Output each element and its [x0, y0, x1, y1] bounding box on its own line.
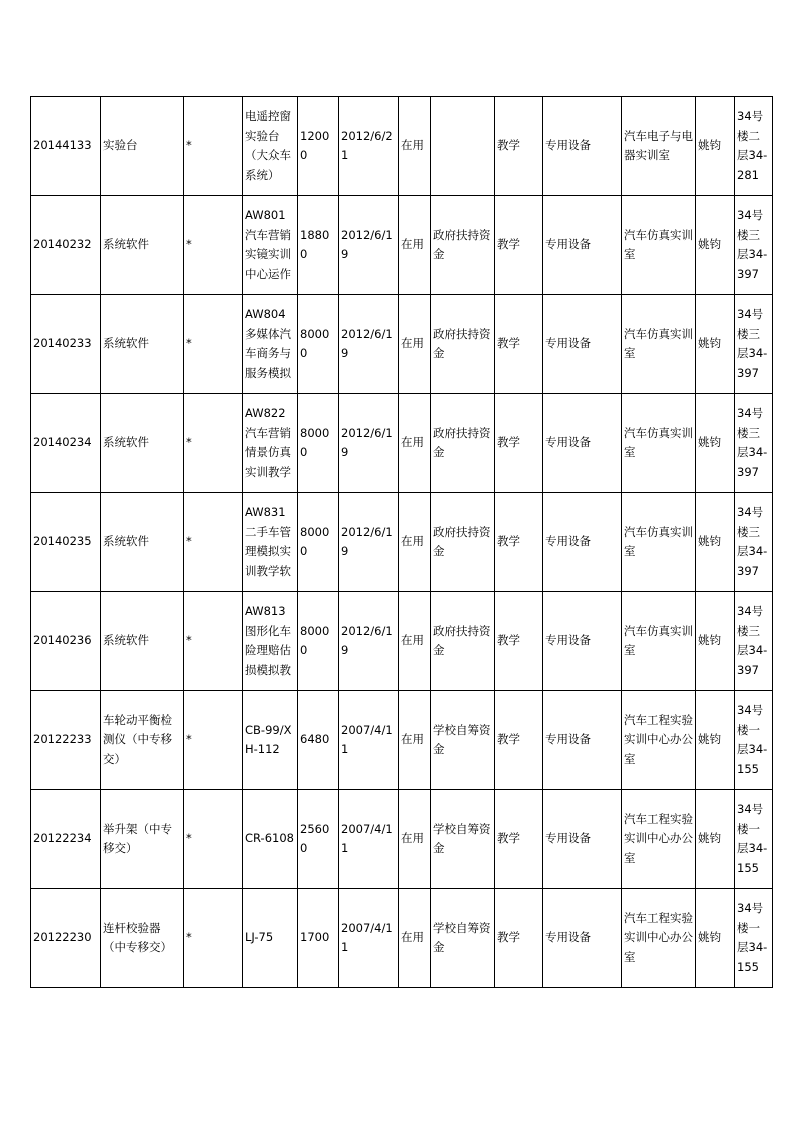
table-row	[31, 889, 773, 988]
date-cell: 2012/6/19	[339, 295, 399, 394]
room-cell: 汽车仿真实训室	[622, 493, 696, 592]
model-cell	[243, 592, 298, 691]
price-cell: 80000	[298, 295, 339, 394]
model-text: AW813图形化车险理赔估损模拟教	[245, 604, 291, 677]
model-cell	[243, 493, 298, 592]
model-cell	[243, 196, 298, 295]
table-row	[31, 394, 773, 493]
asset-name-cell: 系统软件	[101, 493, 184, 592]
model-text: AW801汽车营销实镜实训中心运作	[245, 208, 291, 281]
mark-cell: *	[184, 295, 243, 394]
category-cell: 专用设备	[543, 592, 622, 691]
mark-cell: *	[184, 97, 243, 196]
usage-cell: 教学	[495, 790, 543, 889]
asset-name-cell: 举升架（中专移交）	[101, 790, 184, 889]
room-cell: 汽车工程实验实训中心办公室	[622, 790, 696, 889]
category-cell: 专用设备	[543, 196, 622, 295]
mark-cell: *	[184, 196, 243, 295]
table-row	[31, 196, 773, 295]
mark-cell: *	[184, 592, 243, 691]
model-cell	[243, 394, 298, 493]
status-cell: 在用	[399, 394, 431, 493]
keeper-cell: 姚钧	[696, 790, 735, 889]
asset-id-cell: 20140234	[31, 394, 101, 493]
date-cell: 2007/4/11	[339, 691, 399, 790]
location-cell: 34号楼一层34-155	[735, 889, 773, 988]
price-cell: 6480	[298, 691, 339, 790]
category-cell: 专用设备	[543, 889, 622, 988]
fund-source-cell: 政府扶持资金	[431, 592, 495, 691]
keeper-cell: 姚钧	[696, 691, 735, 790]
fund-source-cell: 学校自筹资金	[431, 889, 495, 988]
fund-source-cell: 政府扶持资金	[431, 493, 495, 592]
price-cell: 25600	[298, 790, 339, 889]
room-cell: 汽车工程实验实训中心办公室	[622, 889, 696, 988]
date-cell: 2007/4/11	[339, 889, 399, 988]
keeper-cell: 姚钧	[696, 493, 735, 592]
asset-id-cell: 20140236	[31, 592, 101, 691]
model-cell	[243, 790, 298, 889]
category-cell: 专用设备	[543, 493, 622, 592]
asset-id-cell: 20122233	[31, 691, 101, 790]
date-cell: 2012/6/19	[339, 592, 399, 691]
model-cell	[243, 889, 298, 988]
model-cell	[243, 691, 298, 790]
table-row	[31, 493, 773, 592]
fund-source-cell: 政府扶持资金	[431, 196, 495, 295]
fund-source-cell: 政府扶持资金	[431, 394, 495, 493]
location-cell: 34号楼三层34-397	[735, 295, 773, 394]
mark-cell: *	[184, 691, 243, 790]
model-text: 电遥控窗实验台（大众车系统）	[245, 109, 291, 182]
mark-cell: *	[184, 889, 243, 988]
room-cell: 汽车仿真实训室	[622, 394, 696, 493]
status-cell: 在用	[399, 493, 431, 592]
room-cell: 汽车电子与电器实训室	[622, 97, 696, 196]
date-cell: 2007/4/11	[339, 790, 399, 889]
location-cell: 34号楼一层34-155	[735, 691, 773, 790]
date-cell: 2012/6/19	[339, 196, 399, 295]
model-cell	[243, 295, 298, 394]
location-cell: 34号楼一层34-155	[735, 790, 773, 889]
location-cell: 34号楼二层34-281	[735, 97, 773, 196]
asset-id-cell: 20144133	[31, 97, 101, 196]
status-cell: 在用	[399, 790, 431, 889]
model-text: CB-99/XH-112	[245, 722, 292, 756]
category-cell: 专用设备	[543, 394, 622, 493]
fund-source-cell: 学校自筹资金	[431, 691, 495, 790]
location-cell: 34号楼三层34-397	[735, 493, 773, 592]
asset-name-cell: 系统软件	[101, 196, 184, 295]
table-row	[31, 97, 773, 196]
location-cell: 34号楼三层34-397	[735, 394, 773, 493]
asset-name-cell: 连杆校验器（中专移交）	[101, 889, 184, 988]
status-cell: 在用	[399, 889, 431, 988]
usage-cell: 教学	[495, 592, 543, 691]
table-row	[31, 790, 773, 889]
price-cell: 18800	[298, 196, 339, 295]
fund-source-cell	[431, 97, 495, 196]
fund-source-cell: 学校自筹资金	[431, 790, 495, 889]
keeper-cell: 姚钧	[696, 394, 735, 493]
asset-id-cell: 20140232	[31, 196, 101, 295]
status-cell: 在用	[399, 592, 431, 691]
location-cell: 34号楼三层34-397	[735, 196, 773, 295]
usage-cell: 教学	[495, 394, 543, 493]
table-row	[31, 691, 773, 790]
category-cell: 专用设备	[543, 97, 622, 196]
date-cell: 2012/6/21	[339, 97, 399, 196]
asset-id-cell: 20122234	[31, 790, 101, 889]
usage-cell: 教学	[495, 97, 543, 196]
keeper-cell: 姚钧	[696, 196, 735, 295]
asset-name-cell: 车轮动平衡检测仪（中专移交）	[101, 691, 184, 790]
model-text: LJ-75	[245, 930, 274, 945]
usage-cell: 教学	[495, 295, 543, 394]
price-cell: 80000	[298, 394, 339, 493]
asset-table	[30, 96, 773, 988]
asset-id-cell: 20140233	[31, 295, 101, 394]
keeper-cell: 姚钧	[696, 295, 735, 394]
model-text: AW831二手车管理模拟实训教学软	[245, 505, 291, 578]
price-cell: 1700	[298, 889, 339, 988]
model-text: AW804多媒体汽车商务与服务模拟	[245, 307, 291, 380]
mark-cell: *	[184, 790, 243, 889]
usage-cell: 教学	[495, 196, 543, 295]
model-text: CR-6108	[245, 831, 294, 846]
model-text: AW822汽车营销情景仿真实训教学	[245, 406, 291, 479]
asset-name-cell: 系统软件	[101, 295, 184, 394]
room-cell: 汽车工程实验实训中心办公室	[622, 691, 696, 790]
status-cell: 在用	[399, 196, 431, 295]
category-cell: 专用设备	[543, 295, 622, 394]
price-cell: 80000	[298, 493, 339, 592]
room-cell: 汽车仿真实训室	[622, 295, 696, 394]
status-cell: 在用	[399, 691, 431, 790]
asset-name-cell: 系统软件	[101, 592, 184, 691]
mark-cell: *	[184, 493, 243, 592]
model-cell	[243, 97, 298, 196]
category-cell: 专用设备	[543, 691, 622, 790]
location-cell: 34号楼三层34-397	[735, 592, 773, 691]
asset-id-cell: 20140235	[31, 493, 101, 592]
keeper-cell: 姚钧	[696, 889, 735, 988]
room-cell: 汽车仿真实训室	[622, 196, 696, 295]
date-cell: 2012/6/19	[339, 493, 399, 592]
asset-name-cell: 实验台	[101, 97, 184, 196]
category-cell: 专用设备	[543, 790, 622, 889]
mark-cell: *	[184, 394, 243, 493]
keeper-cell: 姚钧	[696, 97, 735, 196]
status-cell: 在用	[399, 97, 431, 196]
asset-name-cell: 系统软件	[101, 394, 184, 493]
price-cell: 12000	[298, 97, 339, 196]
date-cell: 2012/6/19	[339, 394, 399, 493]
table-row	[31, 592, 773, 691]
price-cell: 80000	[298, 592, 339, 691]
status-cell: 在用	[399, 295, 431, 394]
asset-id-cell: 20122230	[31, 889, 101, 988]
table-row	[31, 295, 773, 394]
usage-cell: 教学	[495, 493, 543, 592]
room-cell: 汽车仿真实训室	[622, 592, 696, 691]
usage-cell: 教学	[495, 889, 543, 988]
fund-source-cell: 政府扶持资金	[431, 295, 495, 394]
usage-cell: 教学	[495, 691, 543, 790]
keeper-cell: 姚钧	[696, 592, 735, 691]
